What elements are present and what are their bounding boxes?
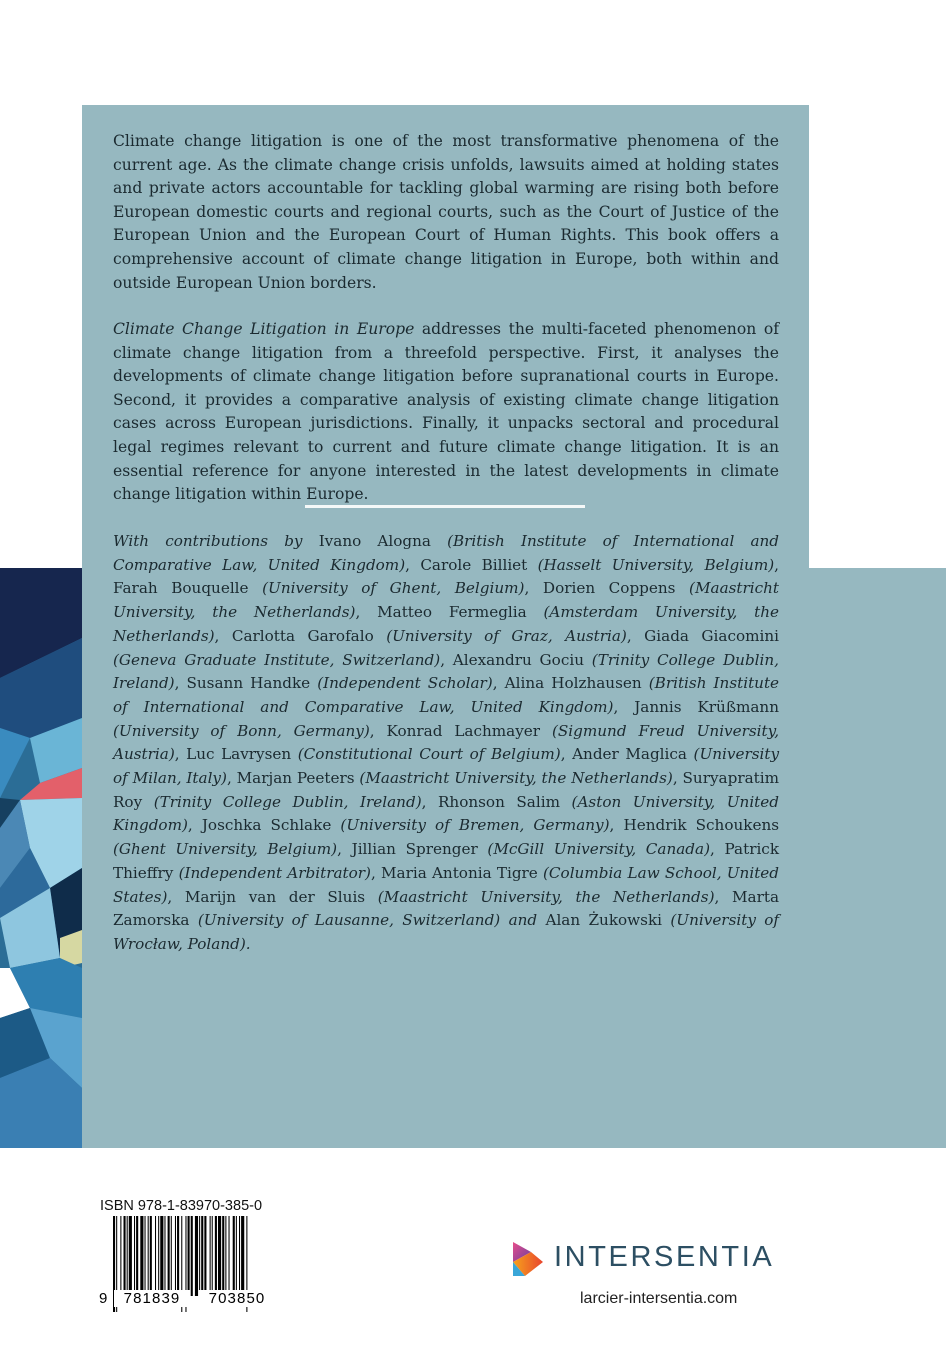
- artwork-graphic: [0, 568, 82, 1148]
- contributor-affiliation: (University of Bremen, Germany): [340, 816, 610, 835]
- contributor-affiliation: (Independent Scholar): [317, 674, 493, 693]
- barcode-bar: [241, 1216, 244, 1296]
- barcode-digit-first: 9: [99, 1290, 108, 1307]
- barcode-bar: [134, 1216, 135, 1296]
- contributor-name: Rhonson Salim: [438, 792, 560, 811]
- contributor-name: Jillian Sprenger: [351, 840, 478, 859]
- barcode-digits-left: 781839: [114, 1290, 190, 1307]
- contributor-name: Luc Lavrysen: [186, 745, 292, 764]
- contributor-affiliation: (University of Ghent, Belgium): [262, 579, 525, 598]
- barcode-digits-right: 703850: [199, 1290, 275, 1307]
- contributor-name: Suryapratim Roy: [113, 769, 779, 811]
- barcode-bar: [191, 1216, 193, 1296]
- contributor-name: Ander Maglica: [572, 745, 687, 764]
- isbn-label: ISBN 978-1-83970-385-0: [100, 1198, 263, 1214]
- intersentia-logo-icon: [511, 1240, 545, 1278]
- blurb-paragraph-1: Climate change litigation is one of the most transformative phenomena of the current age. As the climate change crisis unfolds, lawsuits aimed at holding states and private actors accountable for tackling global warming are rising both before European domestic courts and regional courts, such as the Court of Justice of the European Union and the European Court of Human Rights. This book offers a comprehensive account of climate change litigation in Europe, both within and outside European Union borders.: [113, 132, 779, 292]
- barcode-bar: [124, 1216, 126, 1296]
- barcode-bar: [148, 1216, 149, 1296]
- barcode-bar: [150, 1216, 152, 1296]
- contributor-name: Marta Zamorska: [113, 887, 780, 930]
- contributor-name: Farah Bouquelle: [113, 579, 249, 598]
- barcode-bar: [171, 1216, 172, 1296]
- barcode-bar: [129, 1216, 132, 1296]
- barcode-bar: [229, 1216, 230, 1296]
- barcode-bar: [177, 1216, 179, 1296]
- contributor-affiliation: (Maastricht University, the Netherlands): [359, 769, 673, 788]
- contributors-list: With contributions by Ivano Alogna (British Institute of International and Comparative Law, United Kingdom), Carole Billiet (Hasselt University, Belgium), Farah Bouquelle (University of Ghent, Belgium), Dorien Coppens (Maastricht University, the Netherlands), Matteo Fermeglia (Amsterdam University, the Netherlands), Carlotta Garofalo (University of Graz, Austria), Giada Giacomini (Geneva Graduate Institute, Switzerland), Alexandru Gociu (Trinity College Dublin, Ireland), Susann Handke (Independent Scholar), Alina Holzhausen (British Institute of International and Comparative Law, United Kingdom), Jannis Krüßmann (University of Bonn, Germany), Konrad Lachmayer (Sigmund Freud University, Austria), Luc Lavrysen (Constitutional Court of Belgium), Ander Maglica (University of Milan, Italy), Marjan Peeters (Maastricht University, the Netherlands), Suryapratim Roy (Trinity College Dublin, Ireland), Rhonson Salim (Aston University, United Kingdom), Joschka Schlake (University of Bremen, Germany), Hendrik Schoukens (Ghent University, Belgium), Jillian Sprenger (McGill University, Canada), Patrick Thieffry (Independent Arbitrator), Maria Antonia Tigre (Columbia Law School, United States), Marijn van der Sluis (Maastricht University, the Netherlands), Marta Zamorska (University of Lausanne, Switzerland) and Alan Żukowski (University of Wrocław, Poland).: [113, 532, 780, 953]
- contributor-affiliation: (Trinity College Dublin, Ireland): [113, 650, 779, 693]
- barcode-bar: [215, 1216, 217, 1296]
- contributor-name: Maria Antonia Tigre: [380, 863, 538, 882]
- contributor-affiliation: (Geneva Graduate Institute, Switzerland): [113, 650, 441, 669]
- barcode-bar: [164, 1216, 165, 1296]
- contributor-name: Joschka Schlake: [201, 816, 332, 835]
- contributor-name: Ivano Alogna: [318, 532, 431, 550]
- contributor-name: Patrick Thieffry: [113, 840, 780, 882]
- contributor-and: and: [508, 911, 538, 930]
- contributor-name: Matteo Fermeglia: [377, 603, 527, 622]
- barcode-bar: [136, 1216, 138, 1296]
- contributor-affiliation: (British Institute of International and Comparative Law, United Kingdom): [113, 532, 780, 574]
- contributor-affiliation: (Maastricht University, the Netherlands): [113, 579, 780, 622]
- contributor-affiliation: (University of Lausanne, Switzerland): [197, 911, 501, 930]
- cover-artwork: [0, 568, 82, 1148]
- contributor-affiliation: (University of Graz, Austria): [386, 626, 627, 645]
- barcode-bar: [188, 1216, 190, 1296]
- contributor-name: Alan Żukowski: [545, 911, 663, 930]
- contributor-affiliation: (Columbia Law School, United States): [113, 863, 780, 906]
- contributor-affiliation: (Aston University, United Kingdom): [113, 792, 779, 835]
- contributor-affiliation: (University of Bonn, Germany): [113, 721, 370, 740]
- contributor-affiliation: (University of Wrocław, Poland).: [113, 911, 780, 953]
- barcode-bar: [175, 1216, 176, 1296]
- contributor-affiliation: (Sigmund Freud University, Austria): [113, 721, 780, 764]
- contributions-intro: With contributions by: [113, 532, 303, 550]
- book-title: Climate Change Litigation in Europe: [113, 320, 415, 338]
- contributor-name: Hendrik Schoukens: [623, 816, 780, 835]
- contributor-name: Carole Billiet: [420, 555, 528, 574]
- barcode-bar: [160, 1216, 163, 1296]
- publisher-website[interactable]: larcier-intersentia.com: [580, 1290, 738, 1307]
- barcode-bar: [127, 1216, 128, 1296]
- contributor-name: Alina Holzhausen: [504, 674, 642, 693]
- barcode-digits: [99, 1290, 279, 1310]
- contributor-name: Jannis Krüßmann: [634, 697, 779, 716]
- contributor-name: Carlotta Garofalo: [231, 626, 374, 645]
- contributor-name: Dorien Coppens: [542, 579, 676, 598]
- contributor-name: Alexandru Gociu: [452, 650, 584, 669]
- contributor-name: Konrad Lachmayer: [386, 721, 541, 740]
- barcode-bar: [204, 1216, 206, 1296]
- barcode-bar: [218, 1216, 221, 1296]
- contributor-name: Marijn van der Sluis: [184, 887, 366, 906]
- barcode-bar: [155, 1216, 156, 1296]
- barcode-bar: [145, 1216, 146, 1296]
- barcode-bar: [199, 1216, 200, 1296]
- contributor-affiliation: (Ghent University, Belgium): [113, 840, 338, 859]
- barcode-bar: [201, 1216, 203, 1296]
- barcode-bar: [158, 1216, 159, 1296]
- barcode-bar: [120, 1216, 121, 1296]
- contributor-affiliation: (Amsterdam University, the Netherlands): [113, 603, 780, 645]
- contributor-affiliation: (Independent Arbitrator): [178, 863, 371, 882]
- barcode-bar: [212, 1216, 213, 1296]
- contributor-affiliation: (Constitutional Court of Belgium): [297, 745, 561, 764]
- barcode-bar: [222, 1216, 224, 1296]
- barcode-bar: [239, 1216, 240, 1296]
- contributor-affiliation: (Maastricht University, the Netherlands): [377, 887, 715, 906]
- contributor-name: Giada Giacomini: [644, 626, 780, 645]
- publisher-name: INTERSENTIA: [554, 1241, 775, 1273]
- barcode-bar: [233, 1216, 235, 1296]
- barcode-bar: [236, 1216, 237, 1296]
- contributor-affiliation: (Hasselt University, Belgium): [537, 555, 775, 574]
- barcode-bar: [195, 1216, 198, 1296]
- contributor-affiliation: (McGill University, Canada): [487, 840, 711, 859]
- barcode-bar: [210, 1216, 211, 1296]
- contributor-affiliation: (University of Milan, Italy): [113, 745, 780, 788]
- contributor-name: Susann Handke: [186, 674, 311, 693]
- barcode-bar: [168, 1216, 170, 1296]
- contributor-affiliation: (Trinity College Dublin, Ireland): [153, 792, 422, 811]
- divider-rule: [305, 505, 585, 508]
- contributor-name: Marjan Peeters: [236, 769, 355, 788]
- barcode-bar: [225, 1216, 226, 1296]
- blurb-paragraph-2: [113, 318, 779, 507]
- barcode-bar: [140, 1216, 143, 1296]
- blurb-paragraph-2-text: addresses the multi-faceted phenomenon of climate change litigation from a threefold perspective. First, it analyses the developments of climate change litigation before supranational courts in Europe. Second, it provides a comparative analysis of existing climate change litigation cases across European jurisdictions. Finally, it unpacks sectoral and procedural legal regimes relevant to current and future climate change litigation. It is an essential reference for anyone interested in the latest developments in climate change litigation within Europe.: [113, 320, 779, 504]
- contributor-affiliation: (British Institute of International and Comparative Law, United Kingdom): [113, 674, 780, 716]
